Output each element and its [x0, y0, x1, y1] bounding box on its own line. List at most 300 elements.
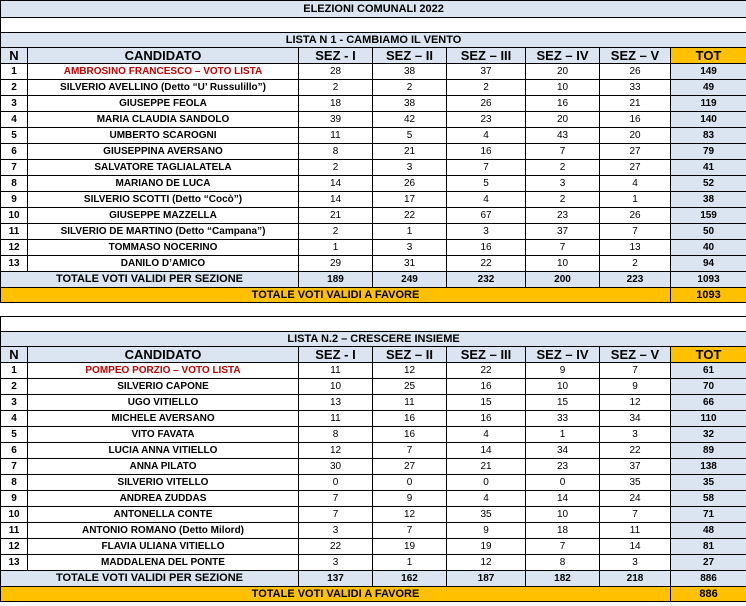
candidate-number: 6 — [1, 144, 28, 160]
candidate-name: ANDREA ZUDDAS — [28, 491, 299, 507]
section-votes: 22 — [447, 363, 526, 379]
section-votes: 23 — [447, 112, 526, 128]
section-votes: 37 — [526, 224, 600, 240]
candidate-name: VITO FAVATA — [28, 427, 299, 443]
candidate-number: 5 — [1, 128, 28, 144]
candidate-number: 10 — [1, 208, 28, 224]
section-votes: 38 — [373, 64, 447, 80]
header-section: SEZ – II — [373, 48, 447, 64]
section-votes: 11 — [299, 128, 373, 144]
header-section: SEZ – II — [373, 347, 447, 363]
section-votes: 39 — [299, 112, 373, 128]
section-votes: 16 — [447, 411, 526, 427]
section-votes: 13 — [600, 240, 671, 256]
section-votes: 43 — [526, 128, 600, 144]
table-row — [1, 459, 746, 475]
header-section: SEZ – IV — [526, 48, 600, 64]
candidate-name: FLAVIA ULIANA VITIELLO — [28, 539, 299, 555]
section-votes: 7 — [447, 160, 526, 176]
section-votes: 21 — [299, 208, 373, 224]
section-total: 223 — [600, 272, 671, 288]
section-votes: 3 — [600, 427, 671, 443]
section-votes: 2 — [526, 160, 600, 176]
section-votes: 3 — [373, 160, 447, 176]
section-votes: 2 — [299, 160, 373, 176]
section-votes: 14 — [526, 491, 600, 507]
candidate-name: UMBERTO SCAROGNI — [28, 128, 299, 144]
section-votes: 11 — [373, 395, 447, 411]
header-section: SEZ - I — [299, 48, 373, 64]
section-votes: 14 — [299, 192, 373, 208]
blank-cell — [671, 317, 746, 332]
section-votes: 21 — [447, 459, 526, 475]
total-votes: 35 — [671, 475, 746, 491]
section-votes: 23 — [526, 208, 600, 224]
candidate-name: GIUSEPPE MAZZELLA — [28, 208, 299, 224]
favor-totals-row — [1, 587, 746, 602]
candidate-name: MARIA CLAUDIA SANDOLO — [28, 112, 299, 128]
section-votes: 27 — [600, 144, 671, 160]
candidate-number: 9 — [1, 491, 28, 507]
table-row — [1, 208, 746, 224]
section-votes: 22 — [600, 443, 671, 459]
section-votes: 33 — [526, 411, 600, 427]
candidate-name: SALVATORE TAGLIALATELA — [28, 160, 299, 176]
total-votes: 119 — [671, 96, 746, 112]
blank-cell — [447, 18, 526, 33]
candidate-number: 7 — [1, 459, 28, 475]
favor-total: 1093 — [671, 288, 746, 303]
table-row — [1, 379, 746, 395]
candidate-number: 7 — [1, 160, 28, 176]
table-row — [1, 176, 746, 192]
header-section: SEZ - I — [299, 347, 373, 363]
section-votes: 30 — [299, 459, 373, 475]
section-votes: 29 — [299, 256, 373, 272]
table-row — [1, 539, 746, 555]
section-votes: 13 — [299, 395, 373, 411]
section-votes: 26 — [600, 208, 671, 224]
section-votes: 7 — [299, 491, 373, 507]
section-votes: 2 — [373, 80, 447, 96]
section-votes: 7 — [373, 523, 447, 539]
section-votes: 1 — [526, 427, 600, 443]
section-votes: 15 — [526, 395, 600, 411]
candidate-name: LUCIA ANNA VITIELLO — [28, 443, 299, 459]
section-votes: 31 — [373, 256, 447, 272]
section-votes: 3 — [299, 523, 373, 539]
list-title: LISTA N.2 – CRESCERE INSIEME — [1, 332, 746, 347]
grand-total: 886 — [671, 571, 746, 587]
blank-cell — [373, 317, 447, 332]
list-title: LISTA N 1 - CAMBIAMO IL VENTO — [1, 33, 746, 48]
candidate-name: TOMMASO NOCERINO — [28, 240, 299, 256]
header-section: SEZ – III — [447, 48, 526, 64]
total-votes: 58 — [671, 491, 746, 507]
section-votes: 67 — [447, 208, 526, 224]
section-votes: 24 — [600, 491, 671, 507]
section-totals-label: TOTALE VOTI VALIDI PER SEZIONE — [1, 272, 299, 288]
section-votes: 8 — [526, 555, 600, 571]
total-votes: 52 — [671, 176, 746, 192]
section-votes: 3 — [447, 224, 526, 240]
header-section: SEZ – V — [600, 48, 671, 64]
candidate-number: 13 — [1, 555, 28, 571]
table-row — [1, 363, 746, 379]
total-votes: 94 — [671, 256, 746, 272]
section-votes: 37 — [447, 64, 526, 80]
section-votes: 3 — [526, 176, 600, 192]
section-votes: 21 — [373, 144, 447, 160]
candidate-number: 1 — [1, 363, 28, 379]
candidate-number: 12 — [1, 240, 28, 256]
section-votes: 7 — [600, 363, 671, 379]
section-votes: 22 — [299, 539, 373, 555]
section-votes: 4 — [447, 192, 526, 208]
table-row — [1, 523, 746, 539]
section-total: 137 — [299, 571, 373, 587]
section-votes: 9 — [447, 523, 526, 539]
blank-cell — [600, 18, 671, 33]
total-votes: 71 — [671, 507, 746, 523]
section-votes: 22 — [447, 256, 526, 272]
page-title: ELEZIONI COMUNALI 2022 — [1, 1, 746, 18]
section-votes: 12 — [373, 507, 447, 523]
total-votes: 66 — [671, 395, 746, 411]
table-row — [1, 491, 746, 507]
candidate-number: 13 — [1, 256, 28, 272]
header-tot: TOT — [671, 48, 746, 64]
table-row — [1, 128, 746, 144]
header-candidato: CANDIDATO — [28, 347, 299, 363]
section-votes: 1 — [373, 224, 447, 240]
total-votes: 49 — [671, 80, 746, 96]
total-votes: 79 — [671, 144, 746, 160]
total-votes: 32 — [671, 427, 746, 443]
candidate-name: SILVERIO SCOTTI (Detto “Cocò”) — [28, 192, 299, 208]
candidate-name: MICHELE AVERSANO — [28, 411, 299, 427]
header-section: SEZ – III — [447, 347, 526, 363]
section-votes: 4 — [447, 427, 526, 443]
candidate-number: 9 — [1, 192, 28, 208]
section-votes: 26 — [373, 176, 447, 192]
candidate-name: GIUSEPPE FEOLA — [28, 96, 299, 112]
section-votes: 23 — [526, 459, 600, 475]
section-votes: 1 — [600, 192, 671, 208]
section-votes: 7 — [373, 443, 447, 459]
section-votes: 33 — [600, 80, 671, 96]
blank-cell — [28, 18, 299, 33]
section-votes: 14 — [299, 176, 373, 192]
section-votes: 27 — [600, 160, 671, 176]
blank-cell — [299, 317, 373, 332]
candidate-number: 4 — [1, 112, 28, 128]
blank-cell — [447, 317, 526, 332]
candidate-number: 6 — [1, 443, 28, 459]
section-total: 162 — [373, 571, 447, 587]
section-votes: 10 — [299, 379, 373, 395]
blank-row — [1, 317, 746, 332]
table-row — [1, 144, 746, 160]
section-votes: 0 — [447, 475, 526, 491]
section-votes: 14 — [600, 539, 671, 555]
main-title-row — [1, 1, 746, 18]
table-row — [1, 427, 746, 443]
favor-totals-row — [1, 288, 746, 303]
section-votes: 8 — [299, 427, 373, 443]
section-votes: 37 — [600, 459, 671, 475]
total-votes: 83 — [671, 128, 746, 144]
total-votes: 61 — [671, 363, 746, 379]
candidate-number: 11 — [1, 523, 28, 539]
spacer-cell — [1, 303, 746, 317]
candidate-number: 11 — [1, 224, 28, 240]
blank-cell — [1, 317, 28, 332]
section-votes: 14 — [447, 443, 526, 459]
candidate-name: SILVERIO VITELLO — [28, 475, 299, 491]
section-votes: 27 — [373, 459, 447, 475]
section-votes: 11 — [299, 363, 373, 379]
candidate-name: GIUSEPPINA AVERSANO — [28, 144, 299, 160]
table-row — [1, 256, 746, 272]
table-row — [1, 64, 746, 80]
candidate-number: 5 — [1, 427, 28, 443]
section-total: 218 — [600, 571, 671, 587]
section-votes: 7 — [299, 507, 373, 523]
section-votes: 16 — [447, 240, 526, 256]
section-votes: 10 — [526, 80, 600, 96]
section-votes: 5 — [447, 176, 526, 192]
section-votes: 16 — [447, 144, 526, 160]
section-votes: 1 — [299, 240, 373, 256]
spacer-row — [1, 303, 746, 317]
candidate-number: 4 — [1, 411, 28, 427]
section-votes: 16 — [447, 379, 526, 395]
favor-totals-label: TOTALE VOTI VALIDI A FAVORE — [1, 288, 671, 303]
section-votes: 42 — [373, 112, 447, 128]
blank-row — [1, 18, 746, 33]
table-row — [1, 224, 746, 240]
blank-cell — [526, 317, 600, 332]
blank-cell — [671, 18, 746, 33]
section-total: 187 — [447, 571, 526, 587]
section-votes: 10 — [526, 507, 600, 523]
candidate-name: ANTONIO ROMANO (Detto Milord) — [28, 523, 299, 539]
section-votes: 26 — [447, 96, 526, 112]
section-votes: 9 — [373, 491, 447, 507]
candidate-name: DANILO D’AMICO — [28, 256, 299, 272]
table-row — [1, 395, 746, 411]
section-votes: 2 — [600, 256, 671, 272]
section-total: 232 — [447, 272, 526, 288]
candidate-number: 3 — [1, 96, 28, 112]
section-votes: 25 — [373, 379, 447, 395]
candidate-name: ANTONELLA CONTE — [28, 507, 299, 523]
total-votes: 149 — [671, 64, 746, 80]
list-title-row — [1, 33, 746, 48]
section-total: 182 — [526, 571, 600, 587]
section-votes: 2 — [299, 224, 373, 240]
section-votes: 21 — [600, 96, 671, 112]
blank-cell — [600, 317, 671, 332]
section-votes: 4 — [447, 491, 526, 507]
candidate-number: 1 — [1, 64, 28, 80]
section-votes: 1 — [373, 555, 447, 571]
header-candidato: CANDIDATO — [28, 48, 299, 64]
table-row — [1, 475, 746, 491]
section-total: 189 — [299, 272, 373, 288]
section-totals-row — [1, 571, 746, 587]
total-votes: 41 — [671, 160, 746, 176]
section-totals-row — [1, 272, 746, 288]
blank-cell — [299, 18, 373, 33]
section-votes: 22 — [373, 208, 447, 224]
section-votes: 19 — [447, 539, 526, 555]
table-row — [1, 112, 746, 128]
table-row — [1, 96, 746, 112]
section-votes: 10 — [526, 379, 600, 395]
section-votes: 19 — [373, 539, 447, 555]
section-votes: 5 — [373, 128, 447, 144]
grand-total: 1093 — [671, 272, 746, 288]
total-votes: 27 — [671, 555, 746, 571]
favor-totals-label: TOTALE VOTI VALIDI A FAVORE — [1, 587, 671, 602]
candidate-name: UGO VITIELLO — [28, 395, 299, 411]
section-votes: 38 — [373, 96, 447, 112]
table-row — [1, 192, 746, 208]
section-votes: 0 — [526, 475, 600, 491]
total-votes: 38 — [671, 192, 746, 208]
candidate-name: SILVERIO CAPONE — [28, 379, 299, 395]
header-n: N — [1, 48, 28, 64]
section-votes: 7 — [526, 144, 600, 160]
section-votes: 20 — [526, 64, 600, 80]
candidate-number: 10 — [1, 507, 28, 523]
candidate-number: 8 — [1, 475, 28, 491]
table-row — [1, 411, 746, 427]
total-votes: 159 — [671, 208, 746, 224]
section-votes: 35 — [447, 507, 526, 523]
candidate-name: MARIANO DE LUCA — [28, 176, 299, 192]
section-votes: 17 — [373, 192, 447, 208]
section-totals-label: TOTALE VOTI VALIDI PER SEZIONE — [1, 571, 299, 587]
total-votes: 110 — [671, 411, 746, 427]
section-votes: 2 — [447, 80, 526, 96]
section-votes: 4 — [600, 176, 671, 192]
table-row — [1, 507, 746, 523]
candidate-number: 12 — [1, 539, 28, 555]
total-votes: 138 — [671, 459, 746, 475]
header-row — [1, 347, 746, 363]
section-votes: 11 — [600, 523, 671, 539]
section-votes: 3 — [373, 240, 447, 256]
total-votes: 89 — [671, 443, 746, 459]
total-votes: 140 — [671, 112, 746, 128]
section-votes: 7 — [526, 539, 600, 555]
header-n: N — [1, 347, 28, 363]
section-votes: 16 — [526, 96, 600, 112]
blank-cell — [526, 18, 600, 33]
section-votes: 10 — [526, 256, 600, 272]
section-votes: 12 — [600, 395, 671, 411]
section-votes: 12 — [373, 363, 447, 379]
section-votes: 2 — [526, 192, 600, 208]
table-row — [1, 240, 746, 256]
candidate-name: MADDALENA DEL PONTE — [28, 555, 299, 571]
header-row — [1, 48, 746, 64]
candidate-name: SILVERIO DE MARTINO (Detto “Campana”) — [28, 224, 299, 240]
header-tot: TOT — [671, 347, 746, 363]
list-title-row — [1, 332, 746, 347]
section-votes: 12 — [299, 443, 373, 459]
section-votes: 16 — [373, 427, 447, 443]
section-votes: 7 — [526, 240, 600, 256]
blank-cell — [373, 18, 447, 33]
section-votes: 7 — [600, 224, 671, 240]
section-votes: 0 — [299, 475, 373, 491]
section-total: 249 — [373, 272, 447, 288]
section-votes: 34 — [600, 411, 671, 427]
section-votes: 7 — [600, 507, 671, 523]
section-votes: 4 — [447, 128, 526, 144]
candidate-name: POMPEO PORZIO – VOTO LISTA — [28, 363, 299, 379]
section-votes: 34 — [526, 443, 600, 459]
table-row — [1, 555, 746, 571]
section-votes: 28 — [299, 64, 373, 80]
section-votes: 2 — [299, 80, 373, 96]
section-votes: 11 — [299, 411, 373, 427]
total-votes: 81 — [671, 539, 746, 555]
candidate-number: 2 — [1, 379, 28, 395]
section-votes: 26 — [600, 64, 671, 80]
total-votes: 40 — [671, 240, 746, 256]
table-row — [1, 160, 746, 176]
section-votes: 16 — [600, 112, 671, 128]
section-votes: 9 — [526, 363, 600, 379]
candidate-name: SILVERIO AVELLINO (Detto “U’ Russulillo”) — [28, 80, 299, 96]
section-votes: 3 — [299, 555, 373, 571]
section-votes: 3 — [600, 555, 671, 571]
table-row — [1, 443, 746, 459]
section-votes: 0 — [373, 475, 447, 491]
blank-cell — [1, 18, 28, 33]
section-votes: 8 — [299, 144, 373, 160]
section-votes: 35 — [600, 475, 671, 491]
section-votes: 9 — [600, 379, 671, 395]
section-total: 200 — [526, 272, 600, 288]
header-section: SEZ – V — [600, 347, 671, 363]
candidate-number: 2 — [1, 80, 28, 96]
section-votes: 20 — [526, 112, 600, 128]
section-votes: 20 — [600, 128, 671, 144]
table-row — [1, 80, 746, 96]
favor-total: 886 — [671, 587, 746, 602]
section-votes: 18 — [526, 523, 600, 539]
section-votes: 15 — [447, 395, 526, 411]
total-votes: 50 — [671, 224, 746, 240]
candidate-number: 3 — [1, 395, 28, 411]
header-section: SEZ – IV — [526, 347, 600, 363]
section-votes: 16 — [373, 411, 447, 427]
candidate-number: 8 — [1, 176, 28, 192]
section-votes: 18 — [299, 96, 373, 112]
section-votes: 12 — [447, 555, 526, 571]
blank-cell — [28, 317, 299, 332]
total-votes: 70 — [671, 379, 746, 395]
total-votes: 48 — [671, 523, 746, 539]
candidate-name: ANNA PILATO — [28, 459, 299, 475]
candidate-name: AMBROSINO FRANCESCO – VOTO LISTA — [28, 64, 299, 80]
